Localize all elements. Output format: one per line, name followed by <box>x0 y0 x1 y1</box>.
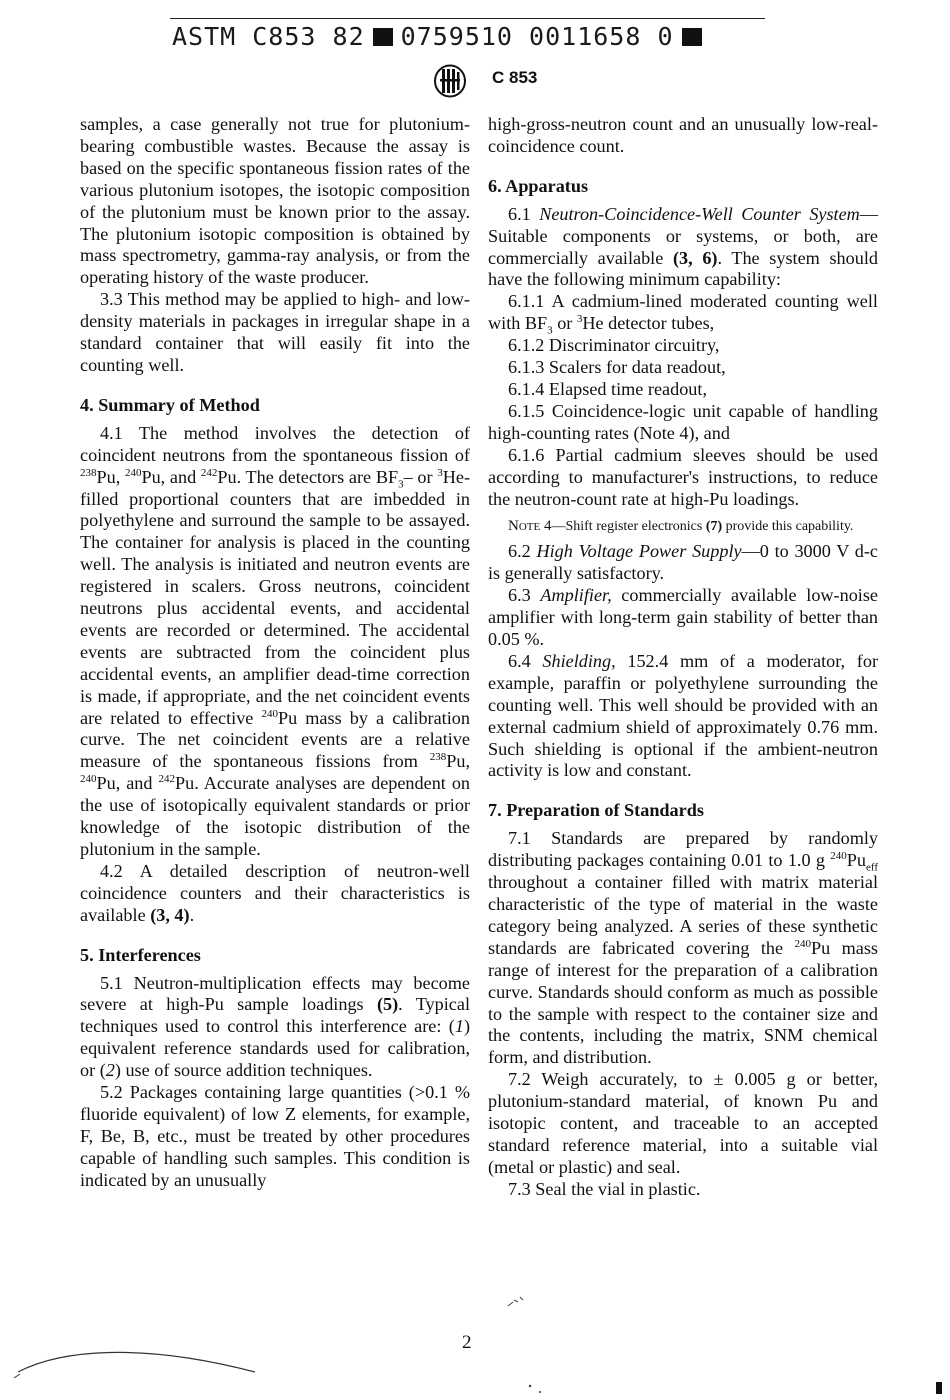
paragraph-6-2: 6.2 High Voltage Power Supply—0 to 3000 V d-c is generally satisfactory. <box>488 541 878 584</box>
paragraph-5-1: 5.1 Neutron-multiplication effects may become severe at high-Pu sample loadings (5). Typical techniques used to control this interference are: (1) equivalent reference standards used for calibration, or (2) use of source addition techniques. <box>80 972 470 1081</box>
paragraph-6-1-6: 6.1.6 Partial cadmium sleeves should be used according to manufacturer's instructions, to reduce the neutron-count rate at high-Pu loadings. <box>488 444 878 509</box>
note-4: Note 4—Shift register electronics (7) provide this capability. <box>508 518 854 535</box>
black-block <box>373 28 393 46</box>
section-heading-4: 4. Summary of Method <box>80 394 260 415</box>
black-block <box>682 28 702 46</box>
paragraph-6-1-4: 6.1.4 Elapsed time readout, <box>508 378 707 399</box>
paragraph-3-2-continued: samples, a case generally not true for plutonium-bearing combustible wastes. Because the assay is based on the specific spontaneous fission rates of the various plutonium isotopes, the isotopic composition of the plutonium must be known prior to the assay. The plutonium isotopic composition is obtained by mass spectrometry, gamma-ray analysis, or from the operating history of the waste producer. <box>80 114 470 288</box>
designation: C 853 <box>492 68 538 87</box>
paragraph-6-1-3: 6.1.3 Scalers for data readout, <box>508 357 726 378</box>
paragraph-7-2: 7.2 Weigh accurately, to ± 0.005 g or better, plutonium-standard material, of known Pu and isotopic content, and traceable to an accepted standard reference material, into a suitable vial (metal or plastic) and seal. <box>488 1069 878 1177</box>
paragraph-4-2: 4.2 A detailed description of neutron-well coincidence counters and their characteristics is available (3, 4). <box>80 860 470 925</box>
right-column <box>488 114 878 1201</box>
section-heading-5: 5. Interferences <box>80 944 201 965</box>
paragraph-6-4: 6.4 Shielding, 152.4 mm of a moderator, for example, paraffin or polyethylene surrounding the counting well. This well should be provided with an external cadmium shield of approximately 0.76 mm. Such shielding is optional if the ambient-neutron activity is low and constant. <box>488 650 878 781</box>
paragraph-6-1-1: 6.1.1 A cadmium-lined moderated counting well with $BF_3$ or $^3$He detector tubes, <box>488 291 878 337</box>
page-number: 2 <box>462 1332 472 1353</box>
paragraph-7-3: 7.3 Seal the vial in plastic. <box>508 1178 701 1199</box>
paragraph-6-3: 6.3 Amplifier, commercially available low-noise amplifier with long-term gain stability of better than 0.05 %. <box>488 585 878 650</box>
paragraph-5-2-continued: high-gross-neutron count and an unusually low-real-coincidence count. <box>488 114 878 156</box>
section-heading-7: 7. Preparation of Standards <box>488 800 704 821</box>
header-code-right: 0759510 0011658 0 <box>400 22 674 51</box>
paragraph-6-1-5: 6.1.5 Coincidence-logic unit capable of handling high-counting rates (Note 4), and <box>488 400 878 443</box>
paragraph-6-1-2: 6.1.2 Discriminator circuitry, <box>508 335 720 356</box>
paragraph-4-1: 4.1 The method involves the detection of coincident neutrons from the spontaneous fission of $^{238}$Pu, $^{240}$Pu, and $^{242}$Pu. The detectors are $BF_3-$ or $^3$He-filled proportional counters that are imbedded in polyethylene and surround the sample to be assayed. The container for analysis is placed in the counting well. The analysis is initiated and neutron events are registered in scalers. Gross neutrons, coincident neutrons plus accidental events, and accidental events are recorded or determined. The accidental events are subtracted from the coincident plus accidental events, an amplifier dead-time correction is made, if appropriate, and the net coincident events are related to effective $^{240}$Pu mass by a calibration curve. The net coincident events are a relative measure of the spontaneous fissions from $^{238}$Pu, $^{240}$Pu, and $^{242}$Pu. Accurate analyses are dependent on the use of isotopically equivalent standards or prior knowledge of the isotopic distribution of the plutonium in the sample. <box>80 422 471 859</box>
header-code <box>172 22 710 51</box>
paragraph-6-1: 6.1 Neutron-Coincidence-Well Counter System—Suitable components or systems, or both, are commercially available (3, 6). The system should have the following minimum capability: <box>488 203 879 290</box>
paragraph-3-3: 3.3 This method may be applied to high- and low-density materials in packages in irregular shape in a standard container that will easily fit into the counting well. <box>80 289 470 375</box>
astm-logo-icon <box>432 64 468 98</box>
header-rule <box>170 18 765 19</box>
section-heading-6: 6. Apparatus <box>488 175 589 196</box>
header-code-left: ASTM C853 82 <box>172 22 365 51</box>
paragraph-7-1: 7.1 Standards are prepared by randomly distributing packages containing 0.01 to 1.0 g $^{240}Pu_{eff}$ throughout a container filled with matrix material characteristic of the type of material in the waste category being analyzed. A series of these synthetic standards are fabricated covering the $^{240}$Pu mass range of interest for the preparation of a calibration curve. Standards should conform as much as possible to the sample with respect to the container size and the contents, including the matrix, SNM chemical form, and distribution. <box>488 828 878 1068</box>
left-column <box>80 114 470 1192</box>
paragraph-5-2: 5.2 Packages containing large quantities (>0.1 % fluoride equivalent) of low Z elements, for example, F, Be, B, etc., must be treated by other procedures capable of handling such samples. This condition is indicated by an unusually <box>80 1082 470 1190</box>
